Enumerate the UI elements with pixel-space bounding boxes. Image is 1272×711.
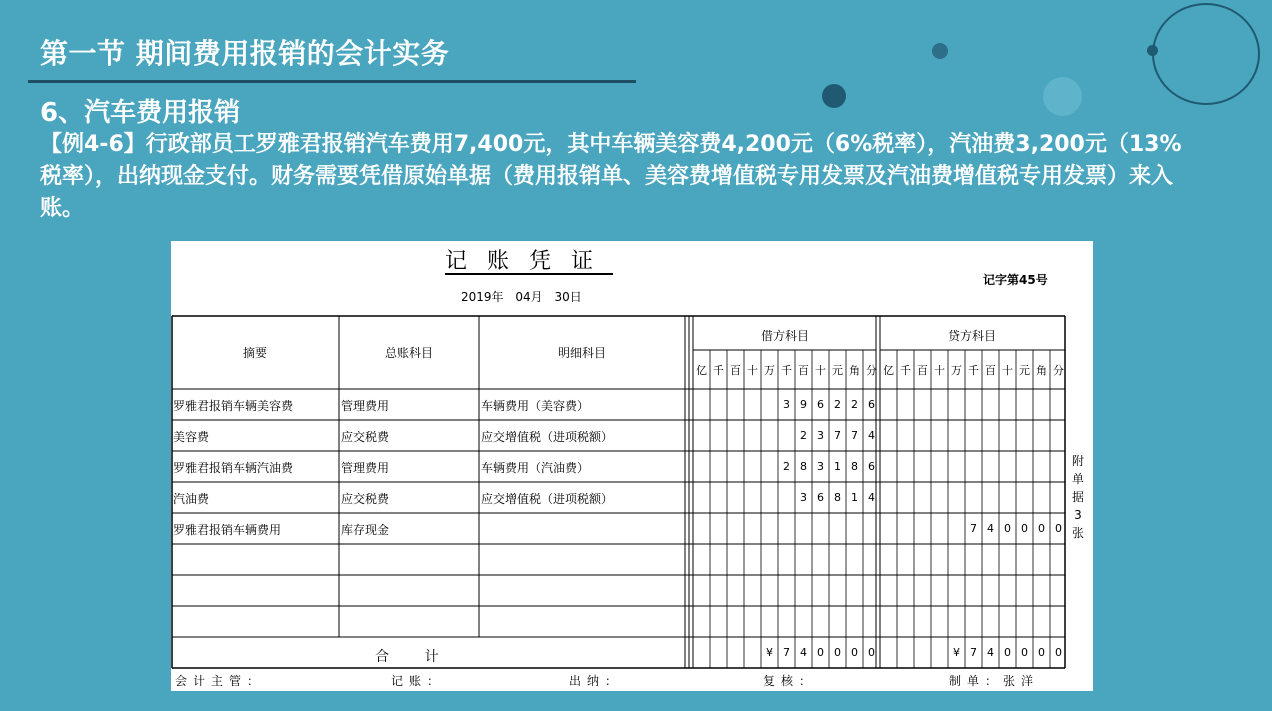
- debit-digit: 8: [800, 460, 807, 473]
- debit-digit: 3: [817, 460, 824, 473]
- row-summary: 美容费: [173, 430, 210, 444]
- subtitle: 6、汽车费用报销: [40, 98, 241, 128]
- digit-header: 百: [798, 364, 809, 377]
- debit-digit: 3: [817, 429, 824, 442]
- total-credit-digit: 0: [1021, 646, 1028, 659]
- total-credit-digit: 0: [1038, 646, 1045, 659]
- digit-header: 百: [917, 364, 928, 377]
- debit-digit: 6: [868, 460, 875, 473]
- digit-header: 分: [1053, 364, 1064, 377]
- accounting-voucher: [171, 241, 1093, 691]
- debit-digit: 6: [817, 491, 824, 504]
- debit-digit: 2: [783, 460, 790, 473]
- footer-cashier: 出纳：: [569, 674, 624, 688]
- row-detail: 应交增值税（进项税额）: [481, 492, 614, 506]
- credit-digit: 0: [1004, 522, 1011, 535]
- attachment-char: 3: [1074, 508, 1082, 522]
- credit-digit: 4: [987, 522, 994, 535]
- digit-header: 十: [815, 364, 826, 377]
- decor-dot-light: [1043, 77, 1082, 116]
- footer-supervisor: 会计主管：: [175, 674, 266, 688]
- debit-digit: 4: [868, 429, 875, 442]
- digit-header: 百: [730, 364, 741, 377]
- row-detail: 车辆费用（汽油费）: [481, 461, 590, 475]
- total-debit-digit: ¥: [766, 646, 773, 659]
- row-account: 应交税费: [341, 492, 390, 506]
- total-debit-digit: 7: [783, 646, 790, 659]
- digit-header: 十: [747, 364, 758, 377]
- voucher-title: 记账凭证: [445, 249, 614, 274]
- debit-digit: 1: [851, 491, 858, 504]
- digit-header: 元: [1019, 364, 1030, 377]
- decor-circle-outline: [1152, 3, 1260, 105]
- example-paragraph: 【例4-6】行政部员工罗雅君报销汽车费用7,400元，其中车辆美容费4,200元（6%税率），汽油费3,200元（13%税率），出纳现金支付。财务需要凭借原始单据（费用报销单、美容费增值税专用发票及汽油费增值税专用发票）来入账。: [40, 132, 1182, 221]
- total-credit-digit: 4: [987, 646, 994, 659]
- row-summary: 汽油费: [173, 492, 210, 506]
- debit-digit: 3: [783, 398, 790, 411]
- digit-header: 角: [849, 364, 860, 377]
- total-debit-digit: 4: [800, 646, 807, 659]
- total-debit-digit: 0: [868, 646, 875, 659]
- row-summary: 罗雅君报销车辆美容费: [173, 399, 294, 413]
- total-credit-digit: 0: [1055, 646, 1062, 659]
- total-debit-digit: 0: [834, 646, 841, 659]
- debit-digit: 2: [851, 398, 858, 411]
- row-detail: 车辆费用（美容费）: [481, 399, 590, 413]
- digit-header: 元: [832, 364, 843, 377]
- row-account: 管理费用: [341, 461, 390, 475]
- footer-bookkeeper: 记账：: [391, 674, 446, 688]
- digit-header: 千: [713, 364, 724, 377]
- digit-header: 十: [934, 364, 945, 377]
- total-label: 合 计: [375, 649, 439, 665]
- debit-digit: 6: [868, 398, 875, 411]
- row-summary: 罗雅君报销车辆费用: [173, 523, 282, 537]
- row-detail: 应交增值税（进项税额）: [481, 430, 614, 444]
- digit-header: 百: [985, 364, 996, 377]
- digit-header: 分: [866, 364, 877, 377]
- debit-digit: 8: [834, 491, 841, 504]
- credit-digit: 0: [1021, 522, 1028, 535]
- voucher-number: 记字第45号: [983, 273, 1048, 287]
- digit-header: 角: [1036, 364, 1047, 377]
- digit-header: 万: [764, 364, 775, 377]
- footer-reviewer: 复核：: [763, 674, 818, 688]
- debit-digit: 7: [834, 429, 841, 442]
- debit-digit: 2: [834, 398, 841, 411]
- credit-digit: 0: [1055, 522, 1062, 535]
- header-detail: 明细科目: [557, 346, 606, 360]
- credit-digit: 0: [1038, 522, 1045, 535]
- row-account: 库存现金: [341, 523, 390, 537]
- header-credit: 贷方科目: [947, 329, 996, 343]
- digit-header: 亿: [883, 364, 894, 377]
- title-divider: [28, 80, 636, 83]
- total-debit-digit: 0: [851, 646, 858, 659]
- row-account: 管理费用: [341, 399, 390, 413]
- attachment-char: 单: [1071, 472, 1084, 486]
- row-account: 应交税费: [341, 430, 390, 444]
- voucher-date: 2019年 04月 30日: [461, 290, 582, 304]
- debit-digit: 1: [834, 460, 841, 473]
- decor-dot: [932, 43, 948, 59]
- header-account: 总账科目: [384, 346, 433, 360]
- debit-digit: 2: [800, 429, 807, 442]
- digit-header: 千: [781, 364, 792, 377]
- credit-digit: 7: [970, 522, 977, 535]
- voucher-grid: [171, 241, 1093, 691]
- attachment-char: 据: [1071, 490, 1084, 504]
- total-debit-digit: 0: [817, 646, 824, 659]
- debit-digit: 4: [868, 491, 875, 504]
- debit-digit: 9: [800, 398, 807, 411]
- footer-preparer: 制单：张洋: [949, 674, 1040, 688]
- decor-dot-dark: [822, 84, 846, 108]
- header-summary: 摘要: [242, 346, 267, 360]
- debit-digit: 3: [800, 491, 807, 504]
- total-credit-digit: 0: [1004, 646, 1011, 659]
- total-credit-digit: ¥: [953, 646, 960, 659]
- total-credit-digit: 7: [970, 646, 977, 659]
- digit-header: 亿: [696, 364, 707, 377]
- digit-header: 万: [951, 364, 962, 377]
- attachment-char: 附: [1071, 454, 1084, 468]
- digit-header: 千: [900, 364, 911, 377]
- decor-dot-small: [1147, 45, 1158, 56]
- header-debit: 借方科目: [760, 329, 809, 343]
- debit-digit: 7: [851, 429, 858, 442]
- digit-header: 十: [1002, 364, 1013, 377]
- digit-header: 千: [968, 364, 979, 377]
- debit-digit: 8: [851, 460, 858, 473]
- row-summary: 罗雅君报销车辆汽油费: [173, 461, 294, 475]
- attachment-char: 张: [1071, 526, 1084, 540]
- debit-digit: 6: [817, 398, 824, 411]
- section-title: 第一节 期间费用报销的会计实务: [40, 37, 450, 70]
